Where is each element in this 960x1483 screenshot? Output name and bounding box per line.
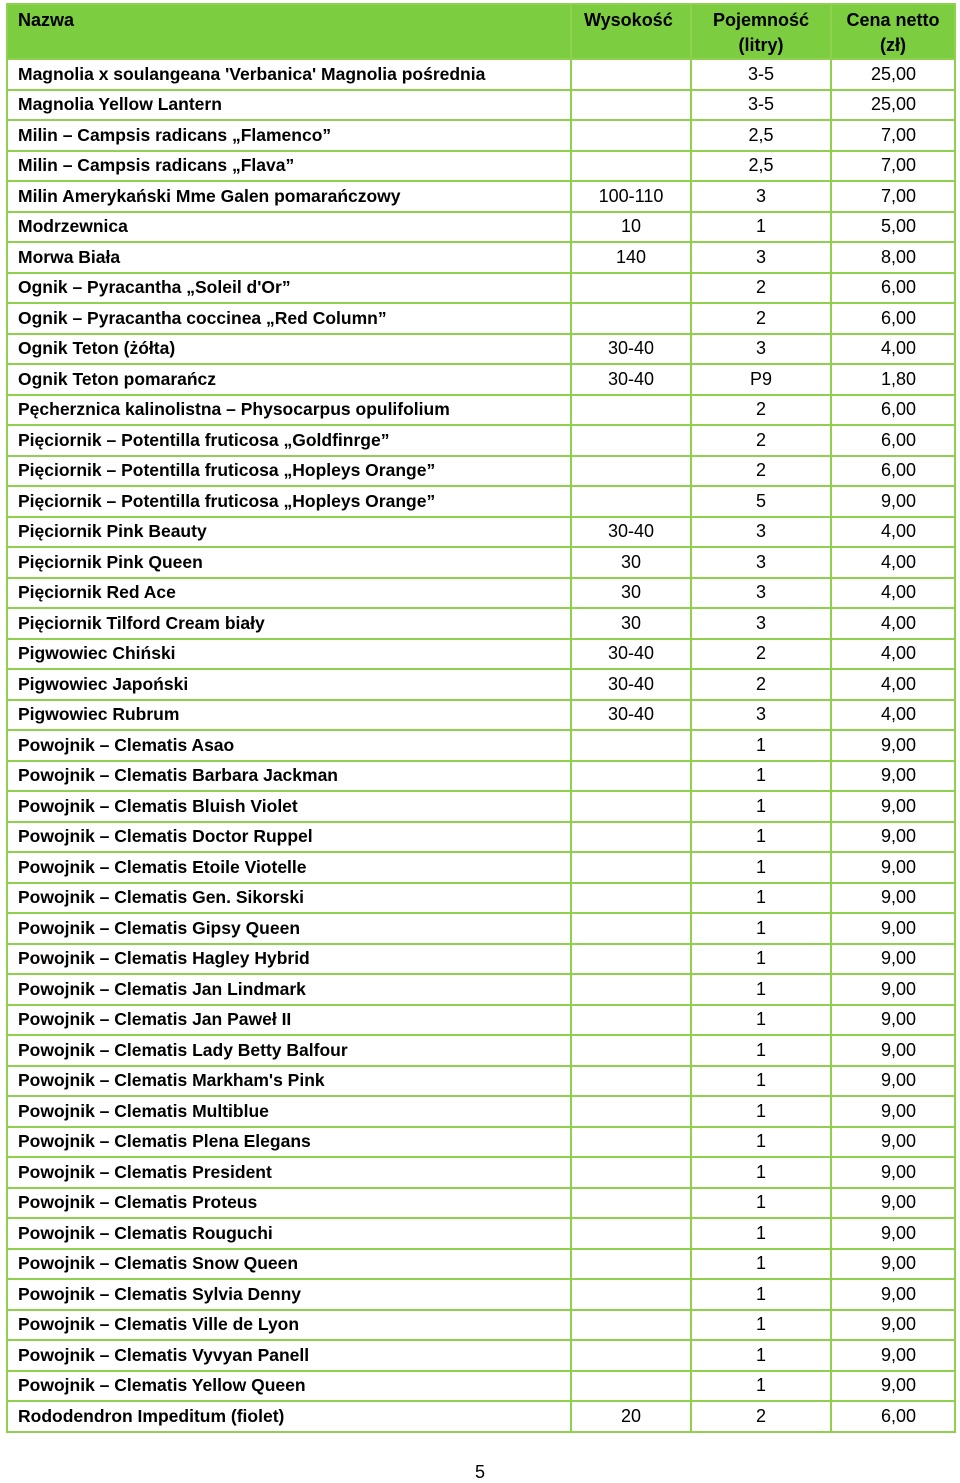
cell-price: 4,00	[831, 334, 955, 365]
table-row	[7, 1096, 955, 1127]
cell-price: 6,00	[831, 273, 955, 304]
cell-height: 30-40	[571, 700, 691, 731]
cell-capacity: 1	[691, 791, 831, 822]
cell-height	[571, 1279, 691, 1310]
cell-price: 9,00	[831, 791, 955, 822]
cell-name: Powojnik – Clematis Bluish Violet	[7, 791, 571, 822]
table-row	[7, 181, 955, 212]
cell-name: Powojnik – Clematis Jan Lindmark	[7, 974, 571, 1005]
cell-name: Powojnik – Clematis Proteus	[7, 1188, 571, 1219]
cell-capacity: 2	[691, 395, 831, 426]
table-row	[7, 334, 955, 365]
table-row	[7, 1310, 955, 1341]
table-row	[7, 822, 955, 853]
cell-capacity: 1	[691, 883, 831, 914]
cell-name: Powojnik – Clematis Lady Betty Balfour	[7, 1035, 571, 1066]
table-row	[7, 1249, 955, 1280]
cell-height: 140	[571, 242, 691, 273]
cell-capacity: 1	[691, 212, 831, 243]
cell-price: 9,00	[831, 883, 955, 914]
table-row	[7, 883, 955, 914]
table-header	[7, 4, 955, 59]
cell-height	[571, 1188, 691, 1219]
table-row	[7, 1340, 955, 1371]
cell-name: Pięciornik Tilford Cream biały	[7, 608, 571, 639]
table-row	[7, 1066, 955, 1097]
cell-price: 25,00	[831, 59, 955, 90]
table-row	[7, 1371, 955, 1402]
table-row	[7, 90, 955, 121]
cell-height: 30-40	[571, 517, 691, 548]
cell-price: 9,00	[831, 852, 955, 883]
cell-name: Powojnik – Clematis Plena Elegans	[7, 1127, 571, 1158]
cell-capacity: 1	[691, 1005, 831, 1036]
cell-name: Ognik Teton pomarańcz	[7, 364, 571, 395]
cell-capacity: 2	[691, 425, 831, 456]
cell-height: 30	[571, 578, 691, 609]
table-row	[7, 425, 955, 456]
cell-price: 9,00	[831, 1310, 955, 1341]
cell-capacity: 1	[691, 1188, 831, 1219]
cell-price: 7,00	[831, 151, 955, 182]
cell-name: Pięciornik Red Ace	[7, 578, 571, 609]
cell-name: Pięciornik – Potentilla fruticosa „Hopleys Orange”	[7, 486, 571, 517]
table-row	[7, 517, 955, 548]
cell-height	[571, 273, 691, 304]
table-row	[7, 456, 955, 487]
cell-price: 9,00	[831, 974, 955, 1005]
cell-name: Magnolia Yellow Lantern	[7, 90, 571, 121]
cell-name: Pęcherznica kalinolistna – Physocarpus opulifolium	[7, 395, 571, 426]
cell-price: 1,80	[831, 364, 955, 395]
cell-height	[571, 425, 691, 456]
cell-height	[571, 852, 691, 883]
cell-capacity: 1	[691, 1371, 831, 1402]
cell-price: 9,00	[831, 730, 955, 761]
cell-capacity: 1	[691, 1035, 831, 1066]
cell-price: 6,00	[831, 395, 955, 426]
table-row	[7, 1279, 955, 1310]
cell-height	[571, 151, 691, 182]
table-row	[7, 974, 955, 1005]
table-row	[7, 608, 955, 639]
cell-capacity: 1	[691, 944, 831, 975]
cell-name: Powojnik – Clematis Etoile Viotelle	[7, 852, 571, 883]
cell-name: Magnolia x soulangeana 'Verbanica' Magnolia pośrednia	[7, 59, 571, 90]
cell-capacity: 2,5	[691, 120, 831, 151]
cell-name: Ognik – Pyracantha „Soleil d'Or”	[7, 273, 571, 304]
table-row	[7, 395, 955, 426]
table-row	[7, 212, 955, 243]
table-row	[7, 639, 955, 670]
cell-name: Modrzewnica	[7, 212, 571, 243]
cell-height: 30-40	[571, 669, 691, 700]
cell-price: 4,00	[831, 608, 955, 639]
cell-height	[571, 395, 691, 426]
cell-capacity: 3	[691, 700, 831, 731]
cell-capacity: 3	[691, 242, 831, 273]
cell-name: Powojnik – Clematis Sylvia Denny	[7, 1279, 571, 1310]
cell-height	[571, 1127, 691, 1158]
table-row	[7, 791, 955, 822]
cell-capacity: 1	[691, 761, 831, 792]
cell-capacity: 1	[691, 974, 831, 1005]
cell-capacity: 1	[691, 1127, 831, 1158]
table-row	[7, 1188, 955, 1219]
cell-height	[571, 1249, 691, 1280]
cell-height	[571, 1371, 691, 1402]
cell-price: 6,00	[831, 303, 955, 334]
table-row	[7, 761, 955, 792]
cell-price: 9,00	[831, 822, 955, 853]
table-row	[7, 486, 955, 517]
cell-name: Powojnik – Clematis President	[7, 1157, 571, 1188]
cell-price: 25,00	[831, 90, 955, 121]
cell-price: 9,00	[831, 1188, 955, 1219]
cell-height	[571, 1340, 691, 1371]
cell-capacity: 1	[691, 1340, 831, 1371]
cell-height	[571, 791, 691, 822]
column-header-price-line1: Cena netto	[846, 10, 940, 30]
cell-price: 9,00	[831, 1371, 955, 1402]
cell-capacity: 3	[691, 334, 831, 365]
cell-name: Pigwowiec Chiński	[7, 639, 571, 670]
cell-name: Milin – Campsis radicans „Flava”	[7, 151, 571, 182]
cell-name: Powojnik – Clematis Vyvyan Panell	[7, 1340, 571, 1371]
cell-price: 9,00	[831, 1096, 955, 1127]
cell-capacity: 1	[691, 730, 831, 761]
cell-capacity: 3-5	[691, 90, 831, 121]
cell-height: 30-40	[571, 639, 691, 670]
cell-height	[571, 1310, 691, 1341]
cell-capacity: 3-5	[691, 59, 831, 90]
cell-price: 4,00	[831, 517, 955, 548]
table-row	[7, 59, 955, 90]
cell-price: 5,00	[831, 212, 955, 243]
cell-price: 9,00	[831, 1127, 955, 1158]
cell-name: Rododendron Impeditum (fiolet)	[7, 1401, 571, 1432]
cell-name: Pięciornik – Potentilla fruticosa „Goldfinrge”	[7, 425, 571, 456]
table-row	[7, 730, 955, 761]
header-row	[7, 4, 955, 59]
cell-capacity: 1	[691, 822, 831, 853]
cell-height	[571, 974, 691, 1005]
cell-height	[571, 944, 691, 975]
cell-name: Milin Amerykański Mme Galen pomarańczowy	[7, 181, 571, 212]
table-row	[7, 700, 955, 731]
page-number: 5	[474, 1462, 485, 1482]
table-row	[7, 120, 955, 151]
cell-name: Ognik – Pyracantha coccinea „Red Column”	[7, 303, 571, 334]
column-header-capacity	[691, 4, 831, 59]
cell-price: 9,00	[831, 944, 955, 975]
table-row	[7, 547, 955, 578]
cell-capacity: 3	[691, 578, 831, 609]
cell-capacity: 3	[691, 608, 831, 639]
cell-capacity: 3	[691, 547, 831, 578]
table-row	[7, 1035, 955, 1066]
cell-height	[571, 1218, 691, 1249]
table-row	[7, 1005, 955, 1036]
cell-name: Powojnik – Clematis Snow Queen	[7, 1249, 571, 1280]
cell-height	[571, 303, 691, 334]
cell-name: Pigwowiec Japoński	[7, 669, 571, 700]
cell-name: Pięciornik Pink Queen	[7, 547, 571, 578]
cell-price: 6,00	[831, 1401, 955, 1432]
cell-name: Powojnik – Clematis Hagley Hybrid	[7, 944, 571, 975]
cell-capacity: 1	[691, 1157, 831, 1188]
cell-height	[571, 730, 691, 761]
cell-capacity: 1	[691, 1249, 831, 1280]
column-header-capacity-line1: Pojemność	[712, 10, 810, 30]
cell-height	[571, 1066, 691, 1097]
cell-price: 9,00	[831, 1340, 955, 1371]
cell-height: 100-110	[571, 181, 691, 212]
cell-price: 9,00	[831, 1066, 955, 1097]
cell-capacity: 3	[691, 181, 831, 212]
cell-price: 9,00	[831, 1249, 955, 1280]
cell-height: 30	[571, 547, 691, 578]
table-row	[7, 944, 955, 975]
cell-price: 4,00	[831, 547, 955, 578]
cell-capacity: 2	[691, 456, 831, 487]
table-body	[7, 59, 955, 1432]
cell-price: 7,00	[831, 120, 955, 151]
cell-name: Ognik Teton (żółta)	[7, 334, 571, 365]
cell-price: 7,00	[831, 181, 955, 212]
cell-capacity: 2	[691, 303, 831, 334]
price-table	[6, 3, 956, 1433]
cell-name: Pięciornik Pink Beauty	[7, 517, 571, 548]
cell-capacity: 2	[691, 273, 831, 304]
cell-price: 9,00	[831, 1157, 955, 1188]
cell-capacity: 1	[691, 913, 831, 944]
table-row	[7, 1218, 955, 1249]
cell-name: Powojnik – Clematis Barbara Jackman	[7, 761, 571, 792]
cell-capacity: P9	[691, 364, 831, 395]
table-row	[7, 303, 955, 334]
cell-name: Powojnik – Clematis Asao	[7, 730, 571, 761]
cell-price: 8,00	[831, 242, 955, 273]
cell-capacity: 2	[691, 1401, 831, 1432]
cell-capacity: 3	[691, 517, 831, 548]
cell-capacity: 1	[691, 1279, 831, 1310]
cell-height	[571, 1005, 691, 1036]
cell-name: Powojnik – Clematis Jan Paweł II	[7, 1005, 571, 1036]
cell-height	[571, 59, 691, 90]
cell-name: Powojnik – Clematis Gen. Sikorski	[7, 883, 571, 914]
table-row	[7, 151, 955, 182]
cell-name: Powojnik – Clematis Doctor Ruppel	[7, 822, 571, 853]
cell-price: 9,00	[831, 1279, 955, 1310]
cell-name: Milin – Campsis radicans „Flamenco”	[7, 120, 571, 151]
cell-capacity: 1	[691, 1310, 831, 1341]
table-row	[7, 1127, 955, 1158]
cell-height	[571, 90, 691, 121]
column-header-price-line2: (zł)	[880, 35, 906, 55]
cell-capacity: 5	[691, 486, 831, 517]
cell-height: 10	[571, 212, 691, 243]
table-row	[7, 852, 955, 883]
cell-capacity: 1	[691, 852, 831, 883]
cell-price: 6,00	[831, 425, 955, 456]
cell-name: Powojnik – Clematis Yellow Queen	[7, 1371, 571, 1402]
cell-price: 9,00	[831, 1035, 955, 1066]
cell-price: 4,00	[831, 578, 955, 609]
cell-price: 4,00	[831, 669, 955, 700]
cell-capacity: 2,5	[691, 151, 831, 182]
cell-height: 30	[571, 608, 691, 639]
cell-name: Morwa Biała	[7, 242, 571, 273]
cell-height	[571, 1035, 691, 1066]
cell-price: 4,00	[831, 700, 955, 731]
table-row	[7, 1157, 955, 1188]
column-header-capacity-line2: (litry)	[738, 35, 784, 55]
cell-capacity: 2	[691, 639, 831, 670]
cell-price: 4,00	[831, 639, 955, 670]
cell-height	[571, 913, 691, 944]
cell-name: Powojnik – Clematis Ville de Lyon	[7, 1310, 571, 1341]
cell-price: 9,00	[831, 486, 955, 517]
column-header-price	[831, 4, 955, 59]
cell-capacity: 1	[691, 1218, 831, 1249]
cell-price: 9,00	[831, 913, 955, 944]
cell-name: Pięciornik – Potentilla fruticosa „Hopleys Orange”	[7, 456, 571, 487]
cell-capacity: 2	[691, 669, 831, 700]
table-row	[7, 364, 955, 395]
table-row	[7, 669, 955, 700]
cell-height	[571, 1157, 691, 1188]
cell-height: 20	[571, 1401, 691, 1432]
cell-price: 9,00	[831, 1218, 955, 1249]
cell-height	[571, 761, 691, 792]
cell-name: Powojnik – Clematis Gipsy Queen	[7, 913, 571, 944]
cell-name: Powojnik – Clematis Rouguchi	[7, 1218, 571, 1249]
cell-height	[571, 1096, 691, 1127]
cell-name: Pigwowiec Rubrum	[7, 700, 571, 731]
cell-price: 6,00	[831, 456, 955, 487]
table-row	[7, 273, 955, 304]
cell-name: Powojnik – Clematis Multiblue	[7, 1096, 571, 1127]
cell-price: 9,00	[831, 761, 955, 792]
cell-height	[571, 883, 691, 914]
table-row	[7, 913, 955, 944]
column-header-name: Nazwa	[7, 4, 571, 59]
table-row	[7, 578, 955, 609]
cell-height	[571, 822, 691, 853]
table-row	[7, 1401, 955, 1432]
cell-height: 30-40	[571, 334, 691, 365]
column-header-height: Wysokość	[571, 4, 691, 59]
cell-capacity: 1	[691, 1096, 831, 1127]
cell-name: Powojnik – Clematis Markham's Pink	[7, 1066, 571, 1097]
cell-price: 9,00	[831, 1005, 955, 1036]
cell-height: 30-40	[571, 364, 691, 395]
cell-capacity: 1	[691, 1066, 831, 1097]
cell-height	[571, 486, 691, 517]
cell-height	[571, 120, 691, 151]
cell-height	[571, 456, 691, 487]
table-row	[7, 242, 955, 273]
